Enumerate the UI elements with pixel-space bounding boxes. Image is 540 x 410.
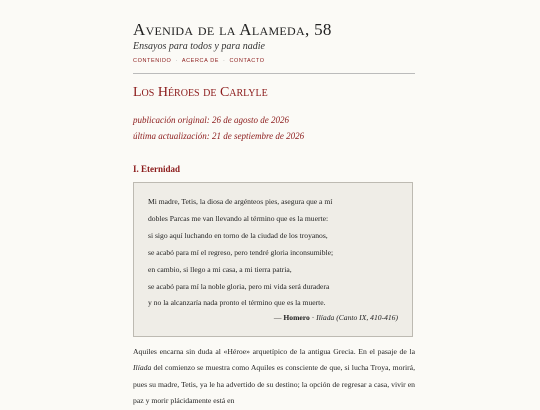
- quote-attribution: [274, 313, 398, 322]
- quote-work: Ilíada (Canto IX, 410-416): [316, 313, 398, 322]
- quote-line: Mi madre, Tetis, la diosa de argénteos pies, asegura que a mí: [148, 197, 333, 206]
- site-title[interactable]: Avenida de la Alameda, 58: [133, 20, 332, 39]
- paragraph-text: del comienzo se muestra como Aquiles es consciente de que, si lucha Troya, morirá, pues su madre, Tetis, ya le ha advertido de su destino; la opción de regresar a casa, vivir en paz y morir plácidamente está en: [133, 363, 415, 406]
- blockquote: [133, 182, 413, 337]
- post-title: Los Héroes de Carlyle: [133, 85, 268, 100]
- quote-line: en cambio, si llego a mi casa, a mi tierra patria,: [148, 265, 292, 274]
- quote-line: se acabó para mí el regreso, pero tendré gloria inconsumible;: [148, 248, 334, 257]
- attribution-separator: ·: [309, 313, 317, 322]
- site-subtitle: Ensayos para todos y para nadie: [133, 41, 265, 52]
- quote-line: y no la alcanzaría nada pronto el término que es la muerte.: [148, 298, 326, 307]
- quote-author: Homero: [283, 313, 310, 322]
- nav-separator: ·: [223, 58, 226, 64]
- published-date: publicación original: 26 de agosto de 2026: [133, 115, 289, 125]
- paragraph-text: Aquiles encarna sin duda al «Héroe» arquetípico de la antigua Grecia. En el pasaje de la: [133, 347, 415, 356]
- nav-link-acerca[interactable]: ACERCA DE: [181, 58, 220, 64]
- header-divider: [133, 73, 415, 74]
- top-nav: [133, 58, 265, 64]
- nav-link-contenido[interactable]: CONTENIDO: [133, 58, 172, 64]
- quote-line: dobles Parcas me van llevando al término que es la muerte:: [148, 214, 329, 223]
- nav-link-contacto[interactable]: CONTACTO: [229, 58, 265, 64]
- body-paragraph: [133, 344, 415, 410]
- quote-line: se acabó para mí la noble gloria, pero mi vida será duradera: [148, 282, 330, 291]
- updated-date: última actualización: 21 de septiembre de 2026: [133, 131, 305, 141]
- paragraph-emphasis: Ilíada: [133, 363, 152, 373]
- quote-line: si sigo aquí luchando en torno de la ciudad de los troyanos,: [148, 231, 328, 240]
- section-heading: I. Eternidad: [133, 164, 181, 174]
- nav-separator: ·: [175, 58, 178, 64]
- attribution-dash: —: [273, 313, 284, 322]
